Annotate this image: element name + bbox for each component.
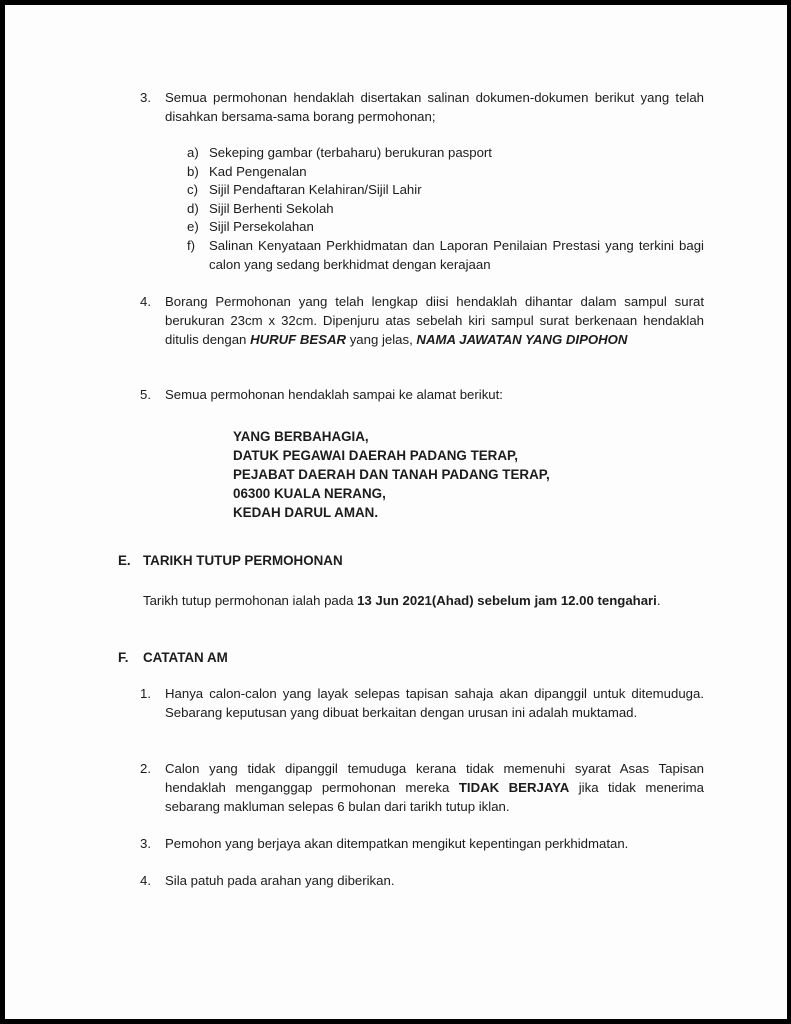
document-text: Kad Pengenalan [209,164,307,179]
note-number: 2. [140,761,151,776]
item-text-part: Borang Permohonan yang telah lengkap diisi hendaklah dihantar dalam sampul surat berukuran 23cm x 32cm. Dipenjuru atas sebelah kiri sampul surat berkenaan hendaklah ditulis dengan [165,294,704,347]
address-line: 06300 KUALA NERANG, [233,486,386,501]
note-text: Sila patuh pada arahan yang diberikan. [165,873,395,888]
item-number: 5. [140,387,151,402]
emphasis-huruf-besar: HURUF BESAR [250,332,347,347]
note-text-part: Calon yang tidak dipanggil temuduga kerana tidak memenuhi syarat Asas Tapisan hendaklah menganggap permohonan mereka [165,761,704,795]
section-title: TARIKH TUTUP PERMOHONAN [143,553,343,568]
note-text [165,759,704,816]
section-letter: E. [118,553,131,568]
note-number: 4. [140,873,151,888]
item-number: 4. [140,294,151,309]
note-text: Hanya calon-calon yang layak selepas tapisan sahaja akan dipanggil untuk ditemuduga. Sebarang keputusan yang dibuat berkaitan dengan urusan ini adalah muktamad. [165,686,704,720]
closing-date-prefix: Tarikh tutup permohonan ialah pada [143,593,358,608]
item-text-part: yang jelas, [346,332,417,347]
document-letter: e) [187,219,199,234]
item-text: Semua permohonan hendaklah sampai ke alamat berikut: [165,387,503,402]
address-line: KEDAH DARUL AMAN. [233,505,379,520]
note-text-part: jika tidak menerima sebarang makluman selepas 6 bulan dari tarikh tutup iklan. [165,780,704,814]
item-text: Semua permohonan hendaklah disertakan salinan dokumen-dokumen berikut yang telah disahkan bersama-sama borang permohonan; [165,90,704,124]
address-line: YANG BERBAHAGIA, [233,429,369,444]
closing-date-deadline: 13 Jun 2021(Ahad) sebelum jam 12.00 tengahari [357,593,657,608]
document-page [5,5,787,1019]
document-letter: a) [187,145,199,160]
document-letter: c) [187,182,198,197]
document-letter: d) [187,201,199,216]
section-letter: F. [118,650,129,665]
note-number: 1. [140,686,151,701]
closing-date-suffix: . [656,593,661,608]
address-line: PEJABAT DAERAH DAN TANAH PADANG TERAP, [233,467,550,482]
emphasis-nama-jawatan: NAMA JAWATAN YANG DIPOHON [416,332,628,347]
section-title: CATATAN AM [143,650,228,665]
address-line: DATUK PEGAWAI DAERAH PADANG TERAP, [233,448,518,463]
emphasis-tidak-berjaya: TIDAK BERJAYA [458,780,570,795]
document-text: Sijil Pendaftaran Kelahiran/Sijil Lahir [209,182,422,197]
document-text: Sekeping gambar (terbaharu) berukuran pasport [209,145,492,160]
mailing-address [233,427,550,522]
document-text: Sijil Persekolahan [209,219,314,234]
note-number: 3. [140,836,151,851]
item-number: 3. [140,90,151,105]
document-letter: b) [187,164,199,179]
note-text: Pemohon yang berjaya akan ditempatkan mengikut kepentingan perkhidmatan. [165,836,629,851]
document-text: Salinan Kenyataan Perkhidmatan dan Laporan Penilaian Prestasi yang terkini bagi calon yang sedang berkhidmat dengan kerajaan [209,238,704,272]
document-letter: f) [187,238,196,253]
closing-date-text [143,591,661,610]
document-text: Sijil Berhenti Sekolah [209,201,334,216]
item-text [165,292,704,349]
